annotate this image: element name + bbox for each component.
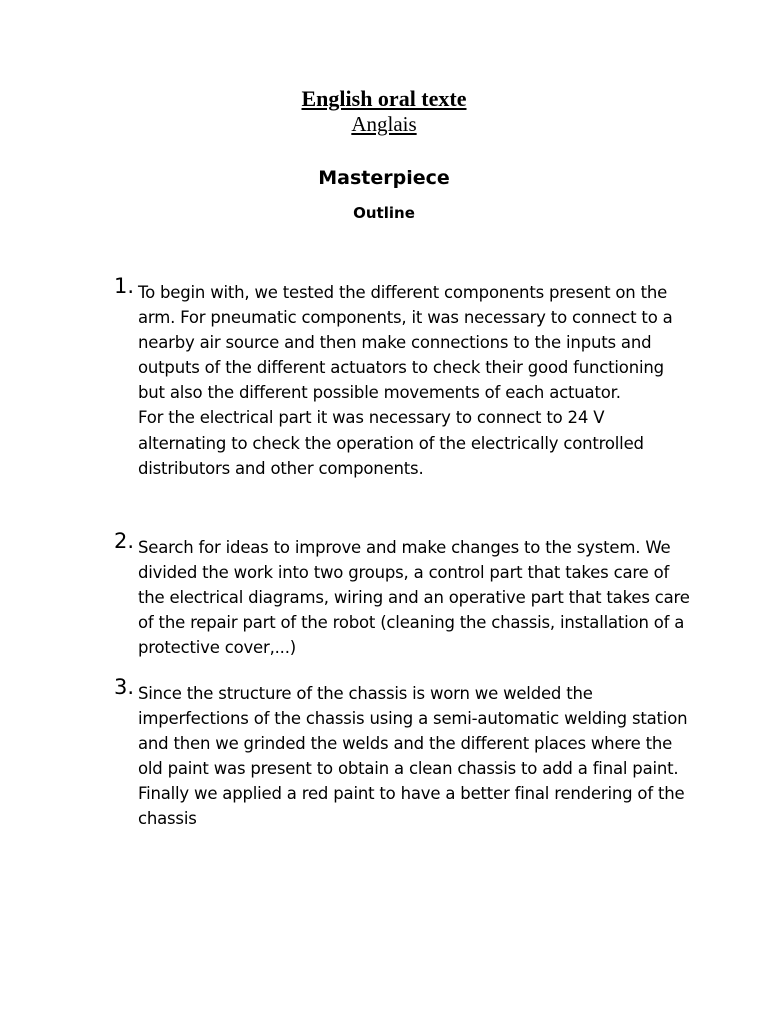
outline-item-body xyxy=(138,681,694,832)
document-subtitle: Anglais xyxy=(351,112,417,136)
outline-paragraph: For the electrical part it was necessary to connect to 24 V alternating to check the operation of the electrically controlled distributors and other components. xyxy=(138,408,644,478)
outline-paragraph: Search for ideas to improve and make changes to the system. We divided the work into two groups, a control part that takes care of the electrical diagrams, wiring and an operative part that takes care of the repair part of the robot (cleaning the chassis, installation of a protective cover,...) xyxy=(138,538,690,658)
section-subheading: Outline xyxy=(353,204,415,222)
outline-item-number: 2. xyxy=(114,529,135,553)
outline-item-body xyxy=(138,280,694,481)
outline-paragraph: Finally we applied a red paint to have a better final rendering of the chassis xyxy=(138,784,685,829)
outline-item-body xyxy=(138,535,694,660)
document-title: English oral texte xyxy=(301,86,467,111)
section-heading: Masterpiece xyxy=(318,167,450,189)
outline-paragraph: To begin with, we tested the different components present on the arm. For pneumatic components, it was necessary to connect to a nearby air source and then make connections to the inputs and outputs of the different actuators to check their good functioning but also the different possible movements of each actuator. xyxy=(138,283,673,403)
outline-item-number: 1. xyxy=(114,274,135,298)
outline-paragraph: Since the structure of the chassis is worn we welded the imperfections of the chassis using a semi-automatic welding station and then we grinded the welds and the different places where the old paint was present to obtain a clean chassis to add a final paint. xyxy=(138,684,688,779)
outline-item-number: 3. xyxy=(114,675,135,699)
